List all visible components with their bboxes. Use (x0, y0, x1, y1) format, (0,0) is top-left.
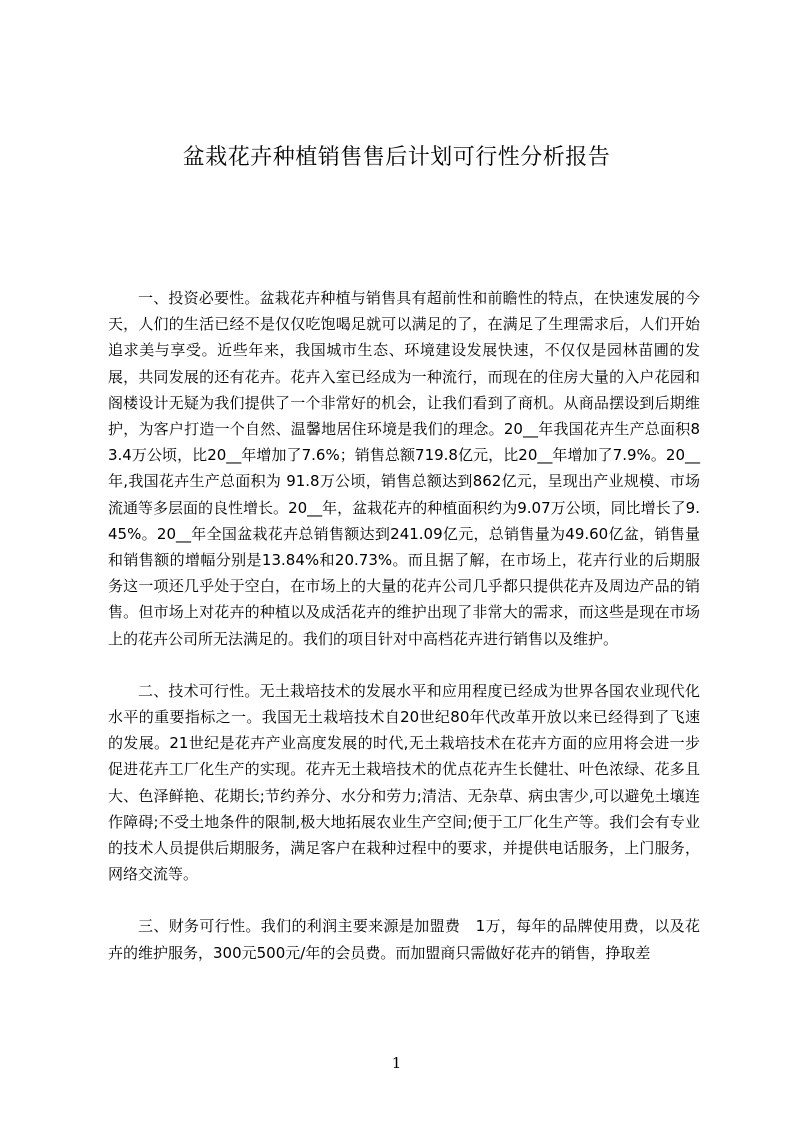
paragraph-technical-feasibility: 二、技术可行性。无土栽培技术的发展水平和应用程度已经成为世界各国农业现代化水平的重要指标之一。我国无土栽培技术自20世纪80年代改革开放以来已经得到了飞速的发展。21世纪是花卉产业高度发展的时代,无土栽培技术在花卉方面的应用将会进一步促进花卉工厂化生产的实现。花卉无土栽培技术的优点花卉生长健壮、叶色浓绿、花多且大、色泽鲜艳、花期长;节约养分、水分和劳力;清洁、无杂草、病虫害少,可以避免土壤连作障碍;不受土地条件的限制,极大地拓展农业生产空间;便于工厂化生产等。我们会有专业的技术人员提供后期服务，满足客户在栽种过程中的要求，并提供电话服务，上门服务，网络交流等。 (108, 681, 700, 884)
paragraph-financial-feasibility: 三、财务可行性。我们的利润主要来源是加盟费 1万，每年的品牌使用费，以及花卉的维护服务，300元500元/年的会员费。而加盟商只需做好花卉的销售，挣取差 (108, 917, 700, 962)
document-title: 盆栽花卉种植销售售后计划可行性分析报告 (182, 145, 611, 170)
paragraph-investment-necessity: 一、投资必要性。盆栽花卉种植与销售具有超前性和前瞻性的特点，在快速发展的今天，人们的生活已经不是仅仅吃饱喝足就可以满足的了，在满足了生理需求后，人们开始追求美与享受。近些年来，我国城市生态、环境建设发展快速，不仅仅是园林苗圃的发展，共同发展的还有花卉。花卉入室已经成为一种流行，而现在的住房大量的入户花园和阁楼设计无疑为我们提供了一个非常好的机会，让我们看到了商机。从商品摆设到后期维护，为客户打造一个自然、温馨地居住环境是我们的理念。20__年我国花卉生产总面积83.4万公顷，比20__年增加了7.6%；销售总额719.8亿元，比20__年增加了7.9%。20__年,我国花卉生产总面积为 91.8万公顷，销售总额达到862亿元，呈现出产业规模、市场流通等多层面的良性增长。20__年，盆栽花卉的种植面积约为9.07万公顷，同比增长了9.45%。20__年全国盆栽花卉总销售额达到241.09亿元，总销售量为49.60亿盆，销售量和销售额的增幅分别是13.84%和20.73%。而且据了解，在市场上，花卉行业的后期服务这一项还几乎处于空白，在市场上的大量的花卉公司几乎都只提供花卉及周边产品的销售。但市场上对花卉的种植以及成活花卉的维护出现了非常大的需求，而这些是现在市场上的花卉公司所无法满足的。我们的项目针对中高档花卉进行销售以及维护。 (108, 289, 700, 648)
page-number: 1 (391, 1054, 402, 1072)
document-body (108, 285, 700, 966)
